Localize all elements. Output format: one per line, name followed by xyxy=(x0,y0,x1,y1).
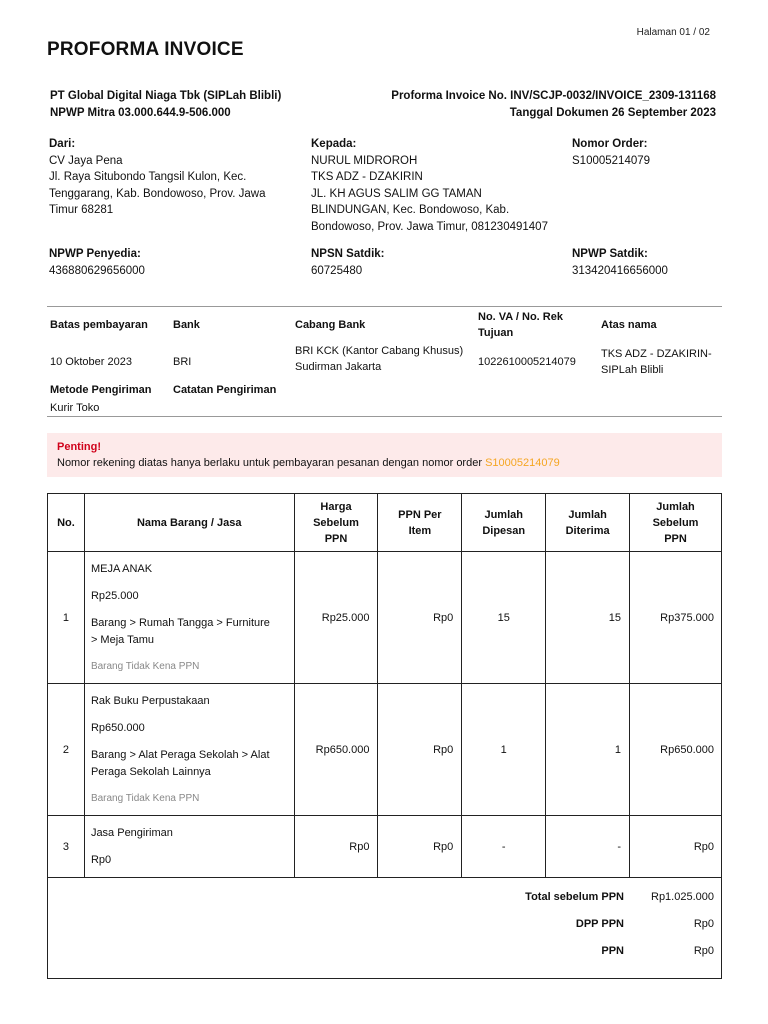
row-diterima: 15 xyxy=(546,552,630,684)
va-label xyxy=(478,309,598,341)
item-category: Barang > Alat Peraga Sekolah > Alat xyxy=(90,748,270,761)
batas-value: 10 Oktober 2023 xyxy=(50,356,132,368)
va-label-line: No. VA / No. Rek xyxy=(478,311,563,323)
ppn-label: PPN xyxy=(601,945,624,957)
order-block xyxy=(572,136,722,169)
recipient-label: Kepada: xyxy=(311,138,357,150)
document-title: PROFORMA INVOICE xyxy=(47,39,244,60)
row-harga: Rp650.000 xyxy=(294,684,378,816)
table-row xyxy=(48,684,722,816)
npwp-penyedia-label: NPWP Penyedia: xyxy=(49,248,141,260)
notice-title: Penting! xyxy=(57,441,101,453)
row-jumlah: Rp0 xyxy=(630,816,722,878)
cabang-line: BRI KCK (Kantor Cabang Khusus) xyxy=(295,345,464,357)
item-price: Rp650.000 xyxy=(90,721,145,734)
npwp-penyedia-block xyxy=(49,246,289,279)
npwp-satdik-label: NPWP Satdik: xyxy=(572,248,648,260)
notice-text: Nomor rekening diatas hanya berlaku untuk pembayaran pesanan dengan nomor order xyxy=(57,457,486,469)
va-value: 1022610005214079 xyxy=(478,356,576,368)
row-item xyxy=(84,552,294,684)
header-line: Dipesan xyxy=(482,524,526,537)
cabang-value xyxy=(295,343,475,375)
sender-block xyxy=(49,136,289,219)
row-ppn: Rp0 xyxy=(378,816,462,878)
company-name: PT Global Digital Niaga Tbk (SIPLah Blibli) xyxy=(50,90,282,102)
recipient-line: TKS ADZ - DZAKIRIN xyxy=(311,171,423,183)
dpp-label: DPP PPN xyxy=(575,918,624,930)
header-line: Jumlah xyxy=(656,500,695,513)
row-no: 2 xyxy=(48,684,85,816)
item-tax-note: Barang Tidak Kena PPN xyxy=(90,660,200,672)
npsn-label: NPSN Satdik: xyxy=(311,248,385,260)
item-price: Rp0 xyxy=(90,853,112,866)
header-line: Jumlah xyxy=(484,508,523,521)
item-category: Peraga Sekolah Lainnya xyxy=(90,765,211,778)
order-value: S10005214079 xyxy=(572,154,651,167)
row-dipesan: 15 xyxy=(462,552,546,684)
bank-label: Bank xyxy=(173,319,200,331)
catatan-label: Catatan Pengiriman xyxy=(173,384,277,396)
row-diterima: 1 xyxy=(546,684,630,816)
header-line: Sebelum xyxy=(652,516,699,529)
recipient-line: BLINDUNGAN, Kec. Bondowoso, Kab. xyxy=(311,204,510,216)
bank-value: BRI xyxy=(173,356,192,368)
row-item xyxy=(84,684,294,816)
important-notice xyxy=(47,433,722,477)
item-name: MEJA ANAK xyxy=(90,562,153,575)
header-line: Item xyxy=(408,524,432,537)
row-jumlah: Rp650.000 xyxy=(630,684,722,816)
npwp-satdik-block xyxy=(572,246,722,279)
sender-line: Tenggarang, Kab. Bondowoso, Prov. Jawa xyxy=(49,187,266,200)
sender-line: Timur 68281 xyxy=(49,204,114,216)
item-price: Rp25.000 xyxy=(90,589,139,602)
recipient-line: Bondowoso, Prov. Jawa Timur, 081230491407 xyxy=(311,220,548,233)
header-line: Jumlah xyxy=(568,508,607,521)
npsn-block xyxy=(311,246,551,279)
recipient-line: JL. KH AGUS SALIM GG TAMAN xyxy=(311,187,482,200)
col-header-harga xyxy=(294,494,378,552)
table-header-row xyxy=(48,494,722,552)
npwp-penyedia-value: 436880629656000 xyxy=(49,264,145,277)
col-header-dipesan xyxy=(462,494,546,552)
notice-order-number: S10005214079 xyxy=(485,457,560,469)
col-header-nama: Nama Barang / Jasa xyxy=(84,494,294,552)
npwp-satdik-value: 313420416656000 xyxy=(572,264,668,277)
table-row xyxy=(48,552,722,684)
order-label: Nomor Order: xyxy=(572,138,648,150)
divider xyxy=(47,306,722,307)
header-line: PPN Per xyxy=(398,508,442,521)
atas-label: Atas nama xyxy=(601,319,657,331)
cabang-label: Cabang Bank xyxy=(295,319,366,331)
col-header-no: No. xyxy=(48,494,85,552)
document-date: Tanggal Dokumen 26 September 2023 xyxy=(509,107,716,119)
sender-label: Dari: xyxy=(49,138,76,150)
row-ppn: Rp0 xyxy=(378,684,462,816)
header-line: PPN xyxy=(324,532,348,545)
table-row xyxy=(48,816,722,878)
row-item xyxy=(84,816,294,878)
company-npwp: NPWP Mitra 03.000.644.9-506.000 xyxy=(50,107,231,119)
item-name: Jasa Pengiriman xyxy=(90,826,173,839)
notice-text-line xyxy=(57,455,712,471)
row-no: 1 xyxy=(48,552,85,684)
batas-label: Batas pembayaran xyxy=(50,319,148,331)
item-name: Rak Buku Perpustakaan xyxy=(90,694,210,707)
header-line: Diterima xyxy=(565,524,610,537)
item-tax-note: Barang Tidak Kena PPN xyxy=(90,792,200,804)
page-number: Halaman 01 / 02 xyxy=(636,27,710,38)
col-header-sebelum xyxy=(630,494,722,552)
items-table xyxy=(47,493,722,979)
recipient-block xyxy=(311,136,571,235)
sender-line: Jl. Raya Situbondo Tangsil Kulon, Kec. xyxy=(49,171,247,183)
header-line: PPN xyxy=(664,532,687,545)
dpp-value: Rp0 xyxy=(693,918,714,930)
total-value: Rp1.025.000 xyxy=(651,891,714,903)
total-label: Total sebelum PPN xyxy=(525,891,624,903)
row-ppn: Rp0 xyxy=(378,552,462,684)
metode-value: Kurir Toko xyxy=(50,402,100,414)
row-jumlah: Rp375.000 xyxy=(630,552,722,684)
recipient-line: NURUL MIDROROH xyxy=(311,154,418,167)
va-label-line: Tujuan xyxy=(478,327,514,339)
npsn-value: 60725480 xyxy=(311,264,363,277)
row-no: 3 xyxy=(48,816,85,878)
sender-line: CV Jaya Pena xyxy=(49,154,123,167)
row-diterima: - xyxy=(546,816,630,878)
ppn-value: Rp0 xyxy=(693,945,714,957)
col-header-diterima xyxy=(546,494,630,552)
invoice-number: Proforma Invoice No. INV/SCJP-0032/INVOICE_2309-131168 xyxy=(391,90,716,102)
header-line: Sebelum xyxy=(313,516,359,529)
row-harga: Rp0 xyxy=(294,816,378,878)
cabang-line: Sudirman Jakarta xyxy=(295,361,382,373)
item-category: > Meja Tamu xyxy=(90,633,155,646)
atas-line: TKS ADZ - DZAKIRIN- xyxy=(601,348,712,360)
atas-line: SIPLah Blibli xyxy=(601,364,664,376)
row-dipesan: 1 xyxy=(462,684,546,816)
row-harga: Rp25.000 xyxy=(294,552,378,684)
col-header-ppn xyxy=(378,494,462,552)
atas-value xyxy=(601,346,721,378)
item-category: Barang > Rumah Tangga > Furniture xyxy=(90,616,270,629)
divider xyxy=(47,416,722,417)
totals-row xyxy=(48,878,722,979)
header-line: Harga xyxy=(320,500,352,513)
metode-label: Metode Pengiriman xyxy=(50,384,152,396)
row-dipesan: - xyxy=(462,816,546,878)
